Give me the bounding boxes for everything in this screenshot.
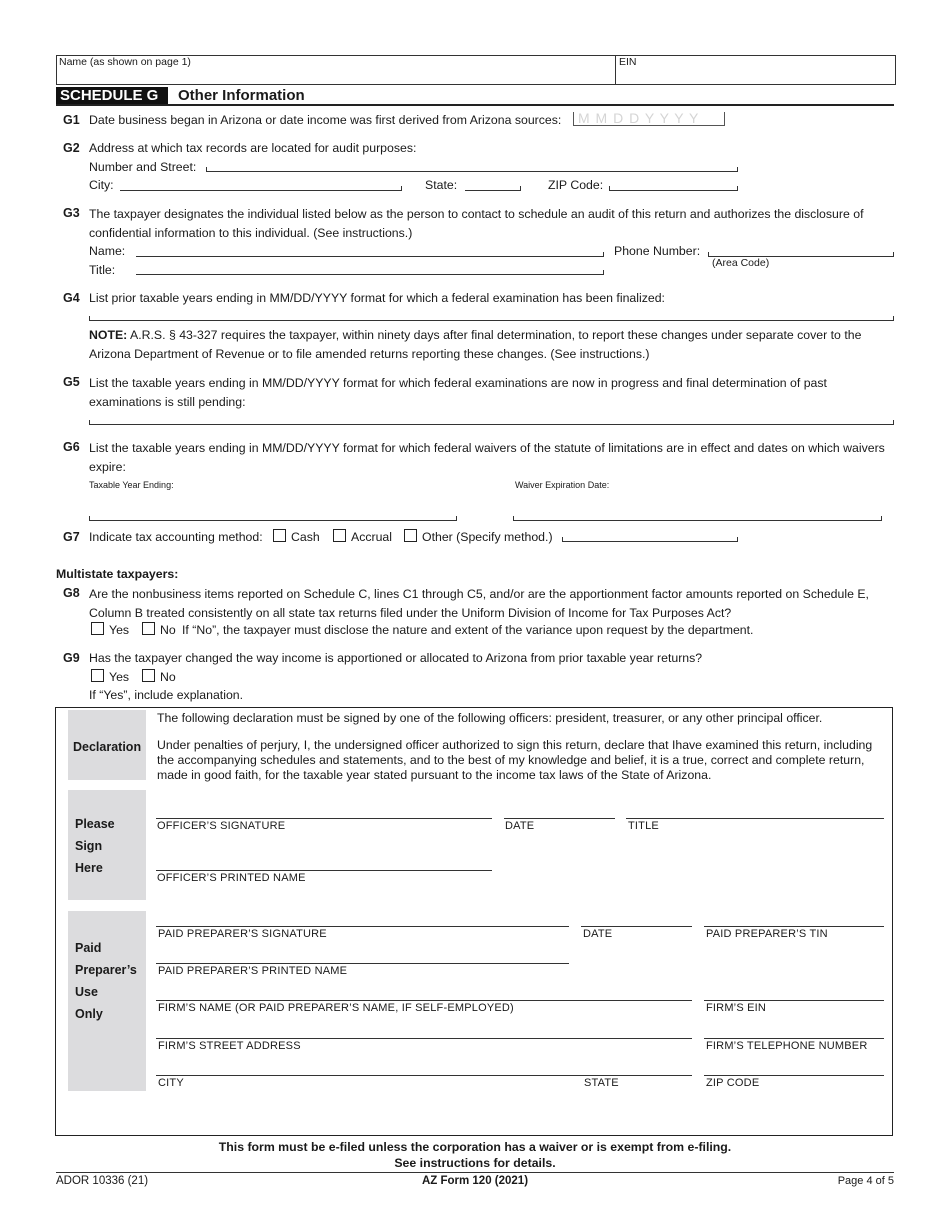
- firm-city-label: CITY: [158, 1077, 184, 1089]
- g9-no-checkbox[interactable]: [142, 669, 155, 682]
- g4-number: G4: [63, 291, 80, 305]
- preparer-side-label-3: Use: [75, 985, 98, 999]
- officer-printed-name-label: OFFICER’S PRINTED NAME: [157, 872, 306, 884]
- officer-date-label: DATE: [505, 820, 535, 832]
- tick: [603, 252, 604, 257]
- officer-signature-label: OFFICER’S SIGNATURE: [157, 820, 286, 832]
- g7-accrual-label: Accrual: [351, 530, 393, 544]
- tick: [513, 516, 514, 521]
- g3-title-input[interactable]: [136, 274, 603, 275]
- g9-yes-label: Yes: [109, 670, 130, 684]
- g2-zip-input[interactable]: [609, 190, 737, 191]
- g7-text: Indicate tax accounting method:: [89, 530, 263, 544]
- g4-input[interactable]: [89, 320, 893, 321]
- tick: [708, 252, 709, 257]
- preparer-tin-input[interactable]: [704, 926, 884, 927]
- footer-page: Page 4 of 5: [837, 1175, 894, 1187]
- firm-ein-label: FIRM’S EIN: [706, 1002, 767, 1014]
- preparer-printed-name-label: PAID PREPARER’S PRINTED NAME: [158, 965, 348, 977]
- g6-waiver-input[interactable]: [513, 520, 881, 521]
- g8-text: Are the nonbusiness items reported on Schedule C, lines C1 through C5, and/or are the apportionment factor amounts reported on Schedule E, Column B treated consistently on all state tax returns filed under the Uniform Division of Income for Tax Purposes Act?: [89, 587, 869, 620]
- tick: [893, 252, 894, 257]
- sign-side-label-1: Please: [75, 817, 115, 831]
- g6-number: G6: [63, 440, 80, 454]
- tick: [737, 186, 738, 191]
- g2-text: Address at which tax records are located for audit purposes:: [89, 141, 417, 155]
- g3-title-label: Title:: [89, 263, 116, 277]
- ein-label: EIN: [619, 56, 637, 68]
- multistate-heading: Multistate taxpayers:: [56, 567, 179, 581]
- preparer-tin-label: PAID PREPARER’S TIN: [706, 928, 828, 940]
- tick: [89, 420, 90, 425]
- g2-city-label: City:: [89, 178, 114, 192]
- g6-text: List the taxable years ending in MM/DD/YYYY format for which federal waivers of the statute of limitations are in effect and dates on which waivers expire:: [89, 441, 885, 474]
- g7-other-input[interactable]: [562, 541, 737, 542]
- tick: [89, 516, 90, 521]
- name-input[interactable]: [58, 68, 612, 82]
- header-divider: [615, 55, 616, 84]
- firm-phone-label: FIRM’S TELEPHONE NUMBER: [706, 1040, 868, 1052]
- g7-cash-label: Cash: [291, 530, 320, 544]
- tick: [737, 537, 738, 542]
- declaration-side-label: Declaration: [73, 740, 142, 754]
- g5-number: G5: [63, 375, 80, 389]
- firm-ein-input[interactable]: [704, 1000, 884, 1001]
- g3-number: G3: [63, 206, 80, 220]
- g3-phone-label: Phone Number:: [614, 244, 701, 258]
- g3-text: The taxpayer designates the individual listed below as the person to contact to schedule an audit of this return and authorizes the disclosure of confidential information to this individual. (See instructions.): [89, 207, 864, 240]
- g5-text: List the taxable years ending in MM/DD/YYYY format for which federal examinations are now in progress and final determination of past examinations is still pending:: [89, 376, 827, 409]
- g8-number: G8: [63, 586, 80, 600]
- tick: [401, 186, 402, 191]
- g8-yes-label: Yes: [109, 623, 130, 637]
- g4-text: List prior taxable years ending in MM/DD/YYYY format for which a federal examination has been finalized:: [89, 291, 665, 305]
- g7-accrual-checkbox[interactable]: [333, 529, 346, 542]
- efile-notice-line1: This form must be e-filed unless the corporation has a waiver or is exempt from e-filing.: [218, 1140, 732, 1154]
- firm-state-label: STATE: [584, 1077, 619, 1089]
- firm-address-input[interactable]: [156, 1038, 692, 1039]
- preparer-signature-input[interactable]: [156, 926, 569, 927]
- preparer-side-label-1: Paid: [75, 941, 102, 955]
- g2-street-input[interactable]: [206, 171, 737, 172]
- g9-yes-checkbox[interactable]: [91, 669, 104, 682]
- officer-printed-name-input[interactable]: [156, 870, 492, 871]
- g4-note: [89, 326, 889, 363]
- preparer-side-label-4: Only: [75, 1007, 103, 1021]
- g2-number: G2: [63, 141, 80, 155]
- g3-name-input[interactable]: [136, 256, 603, 257]
- g5-input[interactable]: [89, 424, 893, 425]
- preparer-side-panel: [68, 911, 146, 1091]
- declaration-body: Under penalties of perjury, I, the undersigned officer authorized to sign this return, declare that Ihave examined this return, including the accompanying schedules and statements, and to the best of my knowledge and belief, it is a true, correct and complete return, made in good faith, for the taxable year stated pursuant to the income tax laws of the State of Arizona.: [157, 738, 873, 782]
- firm-city-input[interactable]: [156, 1075, 692, 1076]
- g8-no-checkbox[interactable]: [142, 622, 155, 635]
- tick: [89, 316, 90, 321]
- tick: [737, 167, 738, 172]
- footer-rule: [56, 1172, 894, 1173]
- g4-note-bold: NOTE:: [89, 328, 128, 342]
- g6-taxable-year-input[interactable]: [89, 520, 456, 521]
- g7-other-checkbox[interactable]: [404, 529, 417, 542]
- preparer-date-input[interactable]: [581, 926, 692, 927]
- declaration-intro: The following declaration must be signed by one of the following officers: president, treasurer, or any other principal officer.: [157, 711, 823, 725]
- tick: [881, 516, 882, 521]
- g8-if-no: If “No”, the taxpayer must disclose the nature and extent of the variance upon request by the department.: [182, 623, 754, 637]
- tick: [562, 537, 563, 542]
- schedule-badge-text: SCHEDULE G: [60, 87, 159, 104]
- g2-state-label: State:: [425, 178, 458, 192]
- ein-input[interactable]: [618, 68, 892, 82]
- efile-notice-line2: See instructions for details.: [394, 1156, 556, 1170]
- tick: [893, 316, 894, 321]
- g1-date-placeholder: M M D D Y Y Y Y: [578, 110, 700, 126]
- firm-zip-label: ZIP CODE: [706, 1077, 760, 1089]
- preparer-signature-label: PAID PREPARER’S SIGNATURE: [158, 928, 327, 940]
- tick: [456, 516, 457, 521]
- g2-state-input[interactable]: [465, 190, 520, 191]
- schedule-title: Other Information: [178, 87, 305, 104]
- g3-name-label: Name:: [89, 244, 126, 258]
- preparer-side-label-2: Preparer’s: [75, 963, 137, 977]
- g8-no-label: No: [160, 623, 176, 637]
- g9-number: G9: [63, 651, 80, 665]
- sign-side-label-2: Sign: [75, 839, 103, 853]
- g6-waiver-label: Waiver Expiration Date:: [515, 480, 610, 490]
- g2-city-input[interactable]: [120, 190, 401, 191]
- g6-taxable-year-label: Taxable Year Ending:: [89, 480, 174, 490]
- g1-text: Date business began in Arizona or date income was first derived from Arizona sources:: [89, 113, 562, 127]
- tick: [603, 270, 604, 275]
- g1-number: G1: [63, 113, 80, 127]
- firm-name-label: FIRM’S NAME (OR PAID PREPARER’S NAME, IF SELF-EMPLOYED): [158, 1002, 514, 1014]
- g9-text: Has the taxpayer changed the way income is apportioned or allocated to Arizona from prior taxable year returns?: [89, 651, 703, 665]
- footer-form-name: AZ Form 120 (2021): [421, 1175, 529, 1187]
- preparer-printed-name-input[interactable]: [156, 963, 569, 964]
- name-label: Name (as shown on page 1): [59, 56, 191, 68]
- g3-area-code: (Area Code): [712, 257, 770, 269]
- officer-signature-input[interactable]: [156, 818, 492, 819]
- schedule-rule: [56, 104, 894, 106]
- firm-zip-input[interactable]: [704, 1075, 884, 1076]
- g8-yes-checkbox[interactable]: [91, 622, 104, 635]
- g4-note-text: A.R.S. § 43-327 requires the taxpayer, within ninety days after final determination, to report these changes under separate cover to the Arizona Department of Revenue or to file amended returns reporting these changes. (See instructions.): [89, 328, 862, 361]
- tick: [609, 186, 610, 191]
- sign-side-label-3: Here: [75, 861, 103, 875]
- officer-date-input[interactable]: [504, 818, 615, 819]
- g9-if-yes: If “Yes”, include explanation.: [89, 688, 244, 702]
- tick: [206, 167, 207, 172]
- officer-title-input[interactable]: [626, 818, 884, 819]
- tick: [520, 186, 521, 191]
- firm-phone-input[interactable]: [704, 1038, 884, 1039]
- g2-street-label: Number and Street:: [89, 160, 197, 174]
- g7-other-label: Other (Specify method.): [422, 530, 553, 544]
- g9-no-label: No: [160, 670, 176, 684]
- g7-cash-checkbox[interactable]: [273, 529, 286, 542]
- officer-title-label: TITLE: [628, 820, 659, 832]
- firm-address-label: FIRM’S STREET ADDRESS: [158, 1040, 301, 1052]
- tick: [893, 420, 894, 425]
- footer-form-id: ADOR 10336 (21): [56, 1175, 149, 1187]
- g2-zip-label: ZIP Code:: [548, 178, 604, 192]
- g7-number: G7: [63, 530, 80, 544]
- firm-name-input[interactable]: [156, 1000, 692, 1001]
- preparer-date-label: DATE: [583, 928, 613, 940]
